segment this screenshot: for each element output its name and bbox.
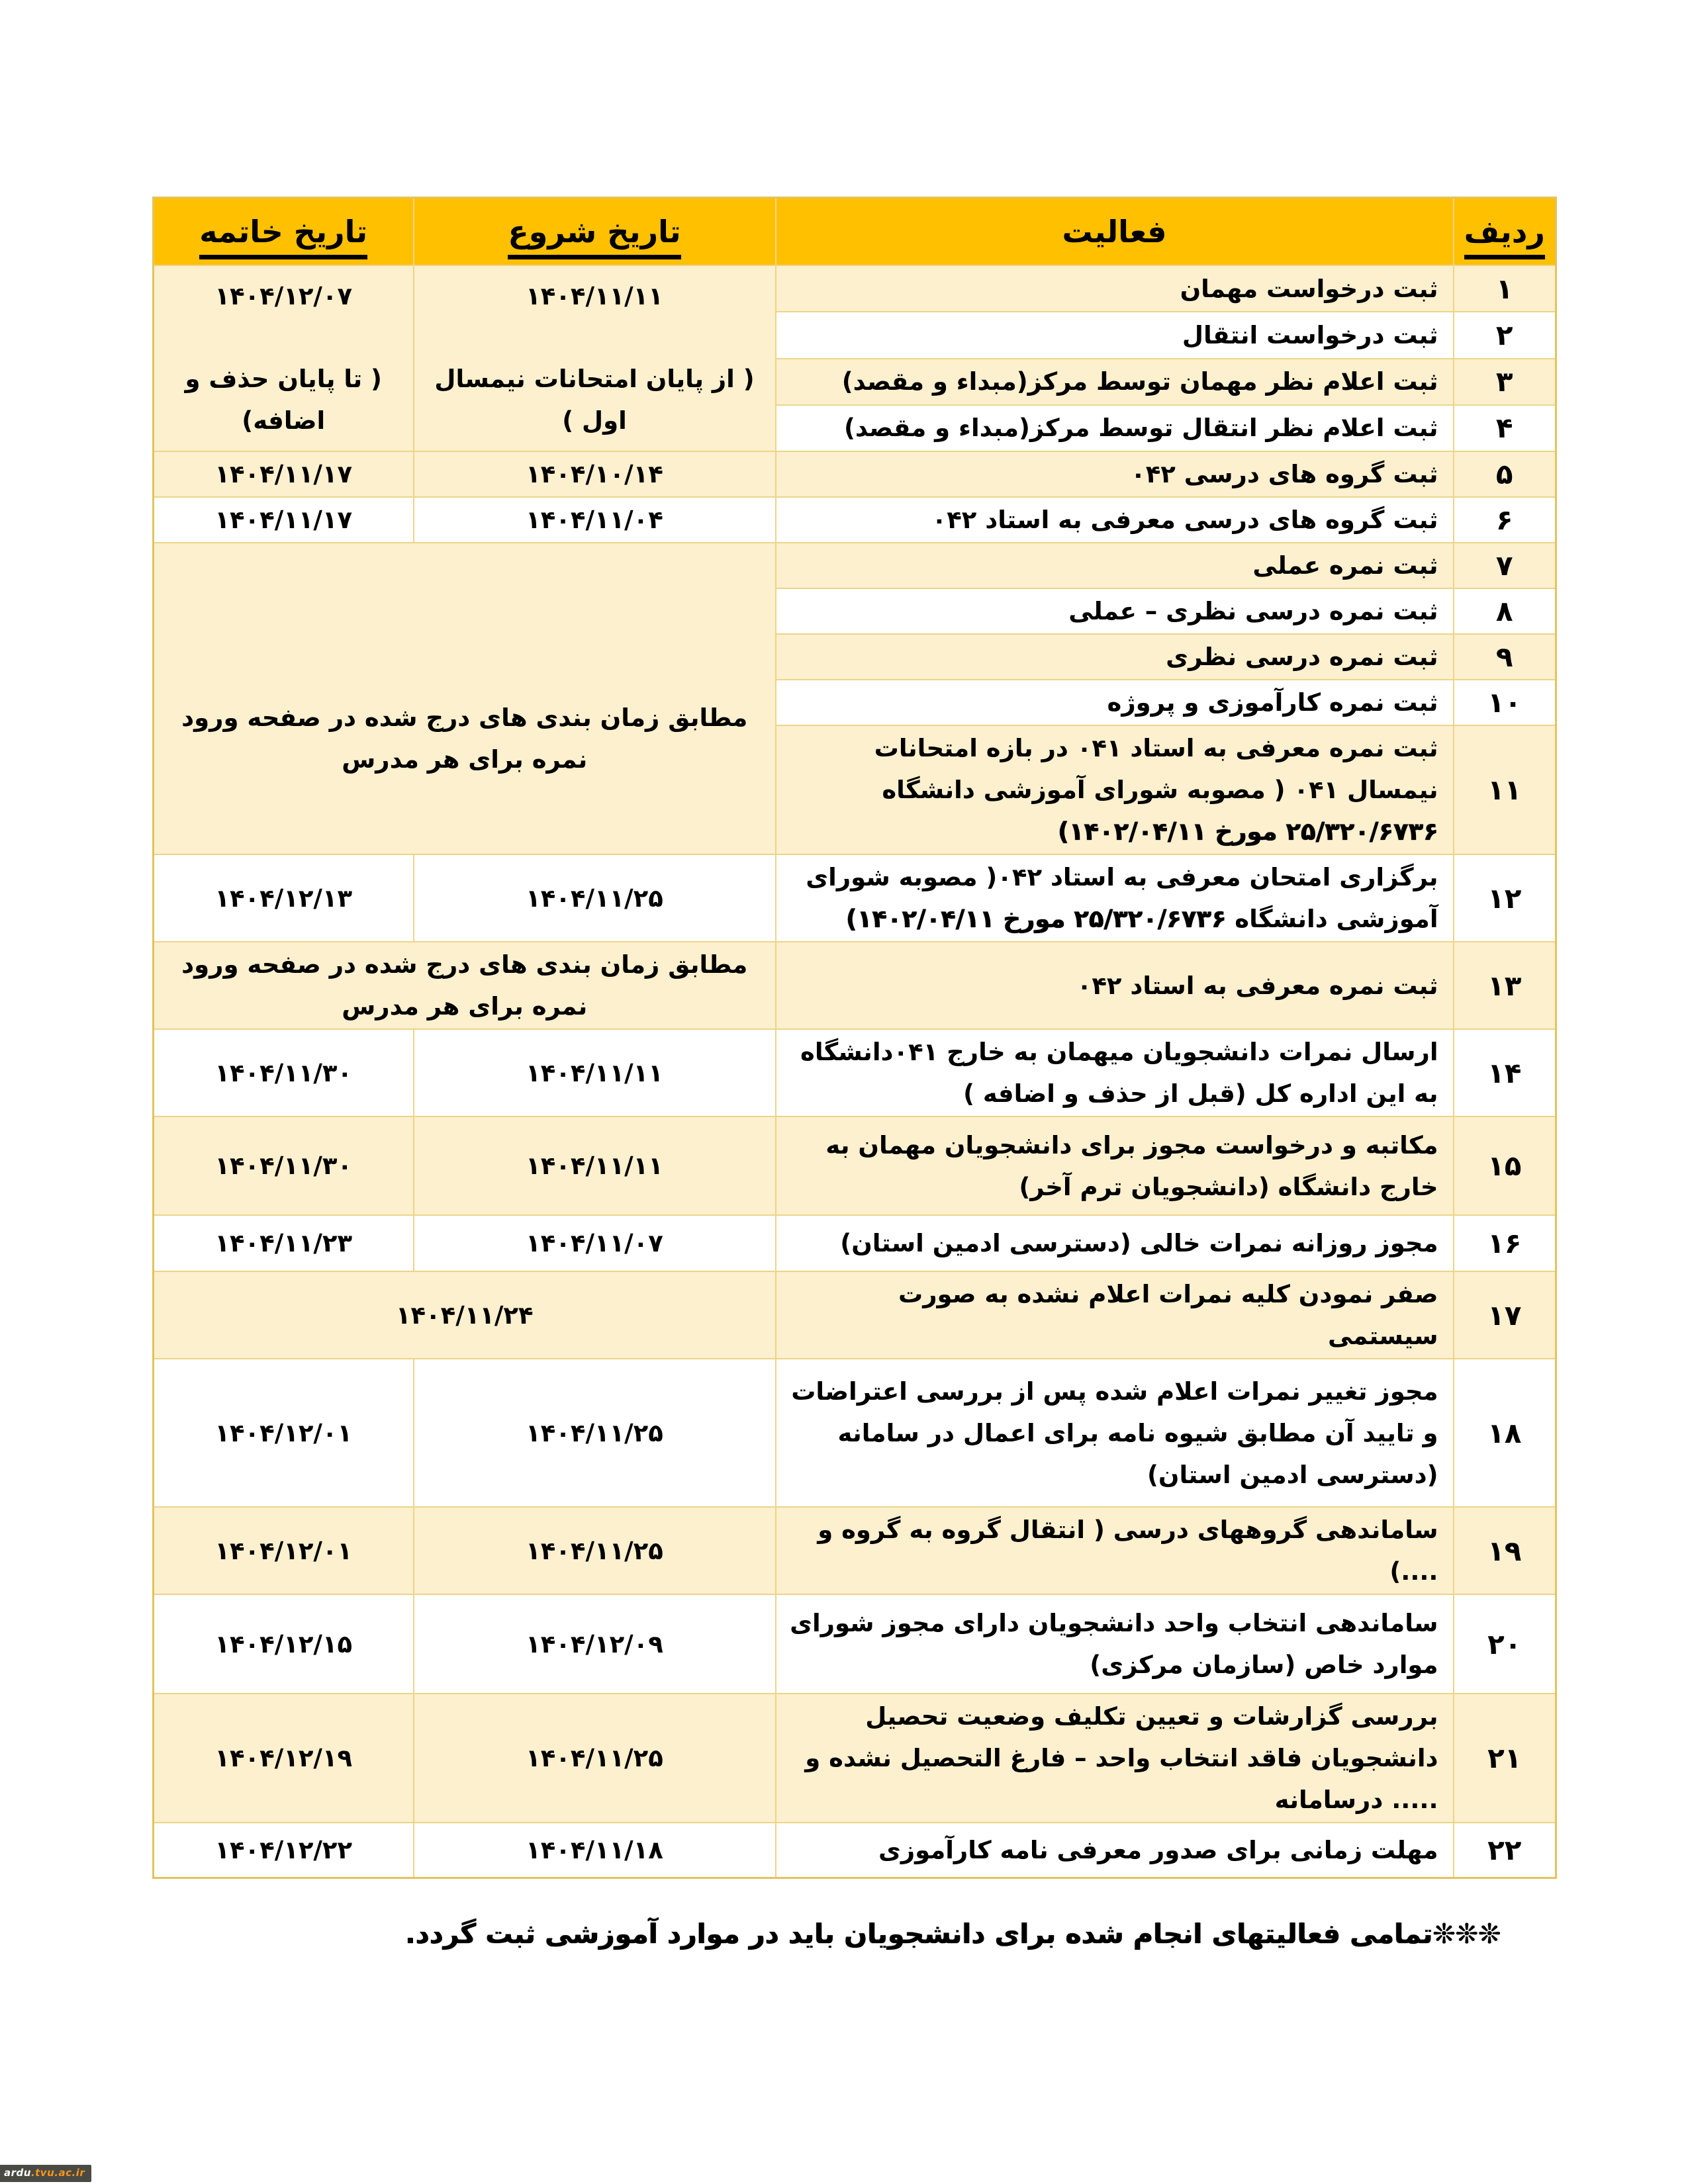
start-date-cell: ۱۴۰۴/۱۱/۲۵	[414, 854, 776, 942]
activity-cell: صفر نمودن کلیه نمرات اعلام نشده به صورت سیستمی	[776, 1271, 1454, 1359]
schedule-table	[152, 197, 1557, 1879]
header-row	[154, 198, 1556, 266]
table-row	[154, 265, 1556, 312]
row-number-cell: ۱۲	[1454, 854, 1556, 942]
col-header-activity: فعالیت	[776, 198, 1454, 266]
table-row	[154, 1823, 1556, 1878]
activity-cell: ثبت نمره معرفی به استاد ۰۴۱ در بازه امتحانات نیمسال ۰۴۱ ( مصوبه شورای آموزشی دانشگاه ۲۵/۳۲۰/۶۷۳۶ مورخ ۱۴۰۲/۰۴/۱۱)	[776, 725, 1454, 854]
merged-date-cell	[154, 1271, 776, 1359]
activity-cell: مکاتبه و درخواست مجوز برای دانشجویان مهمان به خارج دانشگاه (دانشجویان ترم آخر)	[776, 1116, 1454, 1215]
activity-cell: ثبت نمره کارآموزی و پروژه	[776, 680, 1454, 725]
end-date-cell: ۱۴۰۴/۱۱/۳۰	[154, 1029, 414, 1116]
activity-cell: برگزاری امتحان معرفی به استاد ۰۴۲( مصوبه شورای آموزشی دانشگاه ۲۵/۳۲۰/۶۷۳۶ مورخ ۱۴۰۲/۰۴/۱۱)	[776, 854, 1454, 942]
activity-bold-segment: ۲۵/۳۲۰/۶۷۳۶ مورخ ۱۴۰۲/۰۴/۱۱)	[1057, 817, 1438, 846]
table-row	[154, 1594, 1556, 1694]
activity-cell: ثبت نمره معرفی به استاد ۰۴۲	[776, 942, 1454, 1029]
start-date-cell: ۱۴۰۴/۱۱/۰۴	[414, 497, 776, 543]
table-row	[154, 1507, 1556, 1594]
merged-start-date-cell	[414, 265, 776, 451]
activity-cell: ثبت گروه های درسی معرفی به استاد ۰۴۲	[776, 497, 1454, 543]
activity-cell: ثبت گروه های درسی ۰۴۲	[776, 451, 1454, 497]
activity-cell: ساماندهی انتخاب واحد دانشجویان دارای مجوز شورای موارد خاص (سازمان مرکزی)	[776, 1594, 1454, 1694]
activity-cell: ثبت درخواست انتقال	[776, 312, 1454, 358]
end-date-cell: ۱۴۰۴/۱۲/۲۲	[154, 1823, 414, 1878]
table-row	[154, 854, 1556, 942]
row-number-cell: ۲۲	[1454, 1823, 1556, 1878]
row-number-cell: ۲	[1454, 312, 1556, 358]
activity-cell: ثبت درخواست مهمان	[776, 265, 1454, 312]
start-date: ۱۴۰۴/۱۱/۱۱	[526, 282, 663, 310]
table-row	[154, 1116, 1556, 1215]
start-date-cell: ۱۴۰۴/۱۱/۲۵	[414, 1694, 776, 1823]
row-number-cell: ۱۷	[1454, 1271, 1556, 1359]
end-date-cell: ۱۴۰۴/۱۱/۳۰	[154, 1116, 414, 1215]
row-number-cell: ۳	[1454, 359, 1556, 405]
table-row	[154, 451, 1556, 497]
start-date-cell: ۱۴۰۴/۱۱/۲۵	[414, 1507, 776, 1594]
activity-cell: مجوز تغییر نمرات اعلام شده پس از بررسی اعتراضات و تایید آن مطابق شیوه نامه برای اعمال در سامانه (دسترسی ادمین استان)	[776, 1359, 1454, 1507]
activity-cell: ثبت نمره درسی نظری – عملی	[776, 588, 1454, 634]
table-row	[154, 1215, 1556, 1271]
end-date-cell: ۱۴۰۴/۱۲/۰۱	[154, 1507, 414, 1594]
watermark-prefix: ardu	[4, 2167, 31, 2179]
start-date-cell: ۱۴۰۴/۱۱/۱۸	[414, 1823, 776, 1878]
footnote: ❊❊❊تمامی فعالیتهای انجام شده برای دانشجویان باید در موارد آموزشی ثبت گردد.	[404, 1918, 1501, 1950]
table-row	[154, 1694, 1556, 1823]
end-date-cell: ۱۴۰۴/۱۱/۱۷	[154, 497, 414, 543]
table-row	[154, 543, 1556, 588]
start-date-cell: ۱۴۰۴/۱۱/۱۱	[414, 1029, 776, 1116]
end-date-cell: ۱۴۰۴/۱۱/۲۳	[154, 1215, 414, 1271]
activity-bold-segment: ۲۵/۳۲۰/۶۷۳۶ مورخ ۱۴۰۲/۰۴/۱۱)	[845, 905, 1227, 933]
end-date-cell: ۱۴۰۴/۱۲/۰۱	[154, 1359, 414, 1507]
end-date-cell: ۱۴۰۴/۱۲/۱۳	[154, 854, 414, 942]
table-row	[154, 1029, 1556, 1116]
activity-cell: ثبت اعلام نظر انتقال توسط مرکز(مبداء و مقصد)	[776, 405, 1454, 451]
end-date-note: ( تا پایان حذف و اضافه)	[185, 365, 382, 435]
row-number-cell: ۱۵	[1454, 1116, 1556, 1215]
row-number-cell: ۱۶	[1454, 1215, 1556, 1271]
row-number-cell: ۹	[1454, 634, 1556, 680]
row-number-cell: ۴	[1454, 405, 1556, 451]
activity-cell: ثبت نمره عملی	[776, 543, 1454, 588]
row-number-cell: ۵	[1454, 451, 1556, 497]
activity-cell: ارسال نمرات دانشجویان میهمان به خارج ۰۴۱دانشگاه به این اداره کل (قبل از حذف و اضافه )	[776, 1029, 1454, 1116]
activity-cell: بررسی گزارشات و تعیین تکلیف وضعیت تحصیل دانشجویان فاقد انتخاب واحد – فارغ التحصیل نشده و ..... درسامانه	[776, 1694, 1454, 1823]
row-number-cell: ۱	[1454, 265, 1556, 312]
start-date-cell: ۱۴۰۴/۱۰/۱۴	[414, 451, 776, 497]
start-date-note: ( از پایان امتحانات نیمسال اول )	[434, 365, 755, 435]
row-number-cell: ۶	[1454, 497, 1556, 543]
dates-note: مطابق زمان بندی های درج شده در صفحه ورود نمره برای هر مدرس	[181, 950, 748, 1021]
activity-cell: مجوز روزانه نمرات خالی (دسترسی ادمین استان)	[776, 1215, 1454, 1271]
end-date-cell: ۱۴۰۴/۱۲/۱۹	[154, 1694, 414, 1823]
row-number-cell: ۱۹	[1454, 1507, 1556, 1594]
col-header-row-number: ردیف	[1454, 198, 1556, 266]
row-number-cell: ۷	[1454, 543, 1556, 588]
row-number-cell: ۲۱	[1454, 1694, 1556, 1823]
activity-cell: مهلت زمانی برای صدور معرفی نامه کارآموزی	[776, 1823, 1454, 1878]
end-date-cell: ۱۴۰۴/۱۱/۱۷	[154, 451, 414, 497]
row-number-cell: ۱۰	[1454, 680, 1556, 725]
start-date-cell: ۱۴۰۴/۱۱/۲۵	[414, 1359, 776, 1507]
activity-cell: ساماندهی گروههای درسی ( انتقال گروه به گروه و ....)	[776, 1507, 1454, 1594]
row-number-cell: ۲۰	[1454, 1594, 1556, 1694]
end-date: ۱۴۰۴/۱۲/۰۷	[214, 282, 353, 310]
table-row	[154, 942, 1556, 1029]
merged-dates-note-cell	[154, 543, 776, 854]
col-header-start-date: تاریخ شروع	[414, 198, 776, 266]
watermark-suffix: .tvu.ac.ir	[30, 2167, 85, 2179]
start-date-cell: ۱۴۰۴/۱۱/۰۷	[414, 1215, 776, 1271]
end-date-cell: ۱۴۰۴/۱۲/۱۵	[154, 1594, 414, 1694]
activity-cell: ثبت نمره درسی نظری	[776, 634, 1454, 680]
merged-end-date-cell	[154, 265, 414, 451]
table-row	[154, 1359, 1556, 1507]
row-number-cell: ۱۱	[1454, 725, 1556, 854]
col-header-end-date: تاریخ خاتمه	[154, 198, 414, 266]
merged-date: ۱۴۰۴/۱۱/۲۴	[395, 1300, 534, 1330]
activity-cell: ثبت اعلام نظر مهمان توسط مرکز(مبداء و مقصد)	[776, 359, 1454, 405]
row-number-cell: ۱۳	[1454, 942, 1556, 1029]
row-number-cell: ۸	[1454, 588, 1556, 634]
start-date-cell: ۱۴۰۴/۱۲/۰۹	[414, 1594, 776, 1694]
merged-dates-note-cell	[154, 942, 776, 1029]
row-number-cell: ۱۴	[1454, 1029, 1556, 1116]
table-row	[154, 1271, 1556, 1359]
site-watermark	[0, 2165, 91, 2182]
start-date-cell: ۱۴۰۴/۱۱/۱۱	[414, 1116, 776, 1215]
row-number-cell: ۱۸	[1454, 1359, 1556, 1507]
dates-note: مطابق زمان بندی های درج شده در صفحه ورود نمره برای هر مدرس	[181, 703, 748, 774]
table-row	[154, 497, 1556, 543]
